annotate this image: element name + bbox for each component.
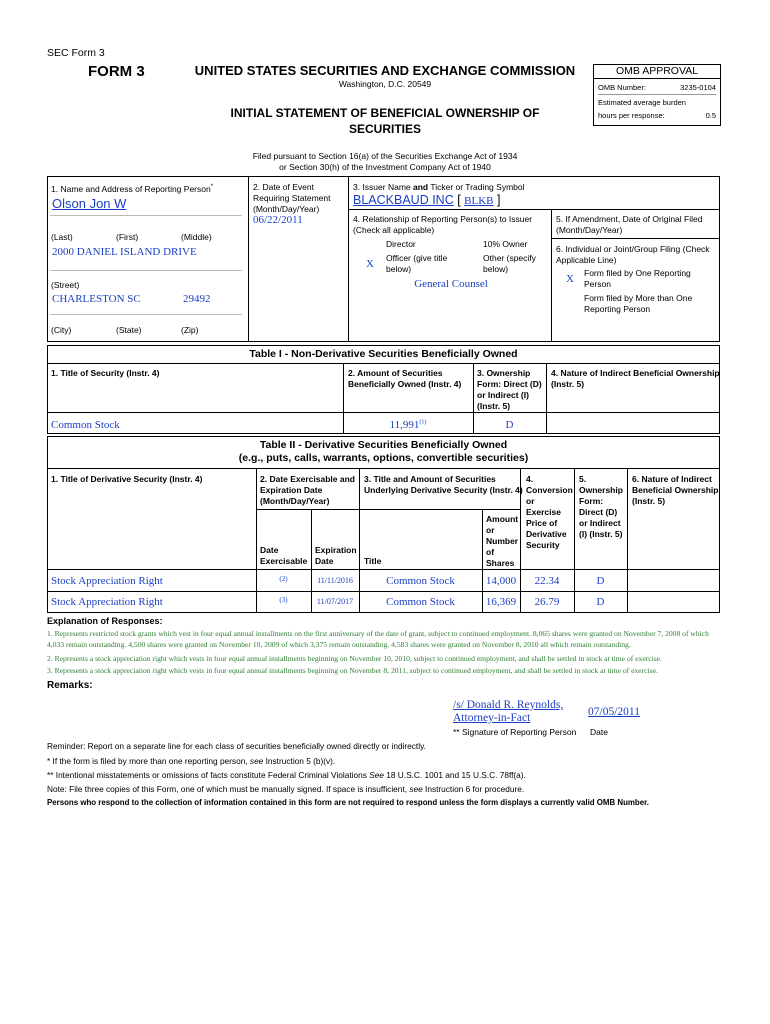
star-post: Instruction 5 (b)(v). bbox=[263, 756, 336, 766]
table2-col4-line7: Security bbox=[526, 540, 560, 550]
ten-pct-owner-label: 10% Owner bbox=[483, 239, 528, 249]
table2-row1-underlying: Common Stock bbox=[386, 575, 455, 587]
box3-label-post: Ticker or Trading Symbol bbox=[428, 182, 525, 192]
top-grid-div4 bbox=[551, 209, 552, 341]
box2-label-line1: 2. Date of Event bbox=[253, 182, 314, 192]
omb-approval-title: OMB APPROVAL bbox=[594, 65, 720, 79]
filed-pursuant bbox=[150, 151, 620, 173]
table2-col5-line4: Direct (D) bbox=[579, 507, 618, 517]
table2-col4-line6: Derivative bbox=[526, 529, 567, 539]
table2-title-line2: (e.g., puts, calls, warrants, options, convertible securities) bbox=[238, 452, 529, 464]
table2-col-div5 bbox=[627, 468, 628, 612]
star-see: see bbox=[249, 756, 264, 766]
omb-number-row bbox=[598, 83, 716, 95]
table2-col5-line5: or Indirect bbox=[579, 518, 621, 528]
first-label: (First) bbox=[116, 232, 139, 242]
one-person-label bbox=[584, 268, 691, 290]
one-person-checkmark: X bbox=[566, 273, 574, 285]
explanation-title: Explanation of Responses: bbox=[47, 616, 163, 626]
table2-row1-title: Stock Appreciation Right bbox=[51, 575, 163, 587]
last-label: (Last) bbox=[51, 232, 73, 242]
omb-approval-box bbox=[593, 64, 721, 126]
filed-pursuant-line1: Filed pursuant to Section 16(a) of the Securities Exchange Act of 1934 bbox=[252, 151, 518, 161]
table2-row2-shares: 16,369 bbox=[485, 596, 517, 608]
table1-col4-header bbox=[551, 368, 720, 390]
table1-col2-line2: Beneficially Owned (Instr. 4) bbox=[348, 379, 462, 389]
street-value: 2000 DANIEL ISLAND DRIVE bbox=[52, 246, 197, 258]
box3-label bbox=[353, 182, 525, 193]
dstar-pre: ** Intentional misstatements or omissions of facts constitute Federal Criminal Violations bbox=[47, 770, 370, 780]
note-pre: Note: File three copies of this Form, one of which must be manually signed. If space is insufficient, bbox=[47, 784, 410, 794]
table2-col3-line1: 3. Title and Amount of Securities bbox=[364, 474, 496, 484]
table2-sub-expiration bbox=[315, 545, 357, 567]
table2-col2-line1: 2. Date Exercisable and bbox=[260, 474, 355, 484]
table1-row-amount bbox=[343, 419, 473, 431]
box4-label-line2: (Check all applicable) bbox=[353, 225, 435, 235]
table2-row2-exercisable: (3) bbox=[279, 596, 288, 604]
sec-form-label: SEC Form 3 bbox=[47, 47, 105, 59]
table2-col2-header bbox=[260, 474, 355, 507]
top-grid-div1 bbox=[248, 176, 249, 341]
statement-title bbox=[180, 105, 590, 137]
director-label: Director bbox=[386, 239, 416, 249]
table2-subheader-rule bbox=[256, 509, 520, 510]
top-grid-left bbox=[47, 176, 48, 341]
footnote-3: 3. Represents a stock appreciation right which vests in four equal annual installments beginning on November 8, 2011, subject to continued employment, and shall be settled in stock at time of exercise. bbox=[47, 666, 658, 675]
table2-header-rule bbox=[47, 569, 720, 570]
table2-row1-shares: 14,000 bbox=[485, 575, 517, 587]
table1-row-amount-footnote: (1) bbox=[419, 419, 427, 426]
table1-header-rule bbox=[47, 412, 720, 413]
box3-label-pre: 3. Issuer Name bbox=[353, 182, 413, 192]
officer-label bbox=[386, 253, 447, 275]
table1-row-amount-value: 11,991 bbox=[389, 419, 420, 431]
street-underline bbox=[50, 270, 242, 271]
box6-label-line1: 6. Individual or Joint/Group Filing (Check bbox=[556, 244, 710, 254]
event-date: 06/22/2011 bbox=[253, 214, 303, 226]
table1-title: Table I - Non-Derivative Securities Beneficially Owned bbox=[249, 348, 518, 360]
table2-sub-amt-line4: of bbox=[486, 547, 495, 557]
officer-title: General Counsel bbox=[414, 278, 488, 290]
top-grid-line bbox=[47, 176, 720, 177]
table2-row2-underlying: Common Stock bbox=[386, 596, 455, 608]
table2-row2-price: 26.79 bbox=[534, 596, 560, 608]
table2-row2-form: D bbox=[596, 596, 605, 608]
table2-sub-date bbox=[260, 545, 307, 567]
table2-sub-amt-line3: Number bbox=[486, 536, 519, 546]
ticker-open: [ bbox=[453, 193, 465, 207]
table1-col3-line2: Form: Direct (D) bbox=[477, 379, 542, 389]
name-underline bbox=[50, 215, 242, 216]
box1-label bbox=[51, 182, 213, 195]
table2-row1-expiration: 11/11/2016 bbox=[317, 576, 353, 585]
table2-col5-line6: (I) (Instr. 5) bbox=[579, 529, 623, 539]
note-see: see bbox=[409, 784, 423, 794]
table2-col4-line1: 4. bbox=[526, 474, 534, 484]
omb-number-label: OMB Number: bbox=[598, 83, 646, 92]
more-person-line2: Reporting Person bbox=[584, 304, 651, 314]
commission-title: UNITED STATES SECURITIES AND EXCHANGE COMMISSION bbox=[194, 63, 576, 78]
table2-sub-exp-line1: Expiration bbox=[315, 545, 357, 555]
date-label: Date bbox=[590, 727, 608, 737]
other-label-line1: Other (specify bbox=[483, 253, 536, 263]
street-label: (Street) bbox=[51, 280, 80, 290]
table2-col-div1 bbox=[256, 468, 257, 612]
box5-label bbox=[556, 214, 702, 236]
table2-col4-line4: Exercise bbox=[526, 507, 561, 517]
table2-col2-line3: (Month/Day/Year) bbox=[260, 496, 330, 506]
city-value: CHARLESTON SC bbox=[52, 293, 141, 305]
table2-col6-line1: 6. Nature of Indirect bbox=[632, 474, 712, 484]
table1-col3-line1: 3. Ownership bbox=[477, 368, 531, 378]
table1-col2-line1: 2. Amount of Securities bbox=[348, 368, 443, 378]
table2-col4-line2: Conversion bbox=[526, 485, 573, 495]
omb-hours-row bbox=[598, 108, 716, 121]
table1-col4-line2: (Instr. 5) bbox=[551, 379, 585, 389]
table2-col1-header: 1. Title of Derivative Security (Instr. 4) bbox=[51, 474, 203, 484]
box1-label-text: 1. Name and Address of Reporting Person bbox=[51, 183, 211, 194]
box4-label bbox=[353, 214, 532, 236]
table1-col3-line4: (Instr. 5) bbox=[477, 401, 511, 411]
table2-sub-title: Title bbox=[364, 556, 382, 566]
table1-col3-line3: or Indirect (I) bbox=[477, 390, 529, 400]
top-grid-div3 bbox=[348, 209, 720, 210]
table2-col5-header bbox=[579, 474, 623, 540]
zip-value: 29492 bbox=[183, 293, 211, 305]
form-title: FORM 3 bbox=[88, 63, 145, 80]
officer-checkmark: X bbox=[366, 258, 374, 270]
table1-row-title: Common Stock bbox=[51, 419, 120, 431]
table2-col3-line2: Underlying Derivative Security (Instr. 4) bbox=[364, 485, 523, 495]
state-label: (State) bbox=[116, 325, 142, 335]
city-underline bbox=[50, 314, 242, 315]
table2-row2-title: Stock Appreciation Right bbox=[51, 596, 163, 608]
middle-label: (Middle) bbox=[181, 232, 212, 242]
statement-title-line2: SECURITIES bbox=[348, 122, 421, 136]
table1-col4-line1: 4. Nature of Indirect Beneficial Ownership bbox=[551, 368, 720, 378]
remarks-title: Remarks: bbox=[47, 680, 93, 691]
table2-row2-expiration: 11/07/2017 bbox=[316, 597, 354, 606]
table1-row-form: D bbox=[505, 419, 514, 431]
table2-col5-line1: 5. bbox=[579, 474, 587, 484]
table1-title-rule bbox=[47, 363, 720, 364]
table2-col4-line3: or bbox=[526, 496, 535, 506]
reporting-person-name[interactable]: Olson Jon W bbox=[52, 196, 127, 211]
table2-title-rule bbox=[47, 468, 720, 469]
table2-col5-line2: Ownership bbox=[579, 485, 623, 495]
omb-burden-label: Estimated average burden bbox=[598, 98, 686, 107]
officer-label-line1: Officer (give title bbox=[386, 253, 448, 263]
box2-label-line2: Requiring Statement bbox=[253, 193, 331, 203]
star-pre: * If the form is filed by more than one reporting person, bbox=[47, 756, 250, 766]
table2-col4-line5: Price of bbox=[526, 518, 558, 528]
box5-label-line1: 5. If Amendment, Date of Original Filed bbox=[556, 214, 703, 224]
table2-row-rule bbox=[47, 591, 720, 592]
filed-pursuant-line2: or Section 30(h) of the Investment Company Act of 1940 bbox=[279, 162, 491, 172]
other-label-line2: below) bbox=[483, 264, 509, 274]
ticker-symbol[interactable]: BLKB bbox=[464, 195, 494, 207]
table2-sub-amount bbox=[486, 514, 518, 569]
more-person-label bbox=[584, 293, 692, 315]
issuer-name[interactable]: BLACKBAUD INC bbox=[353, 193, 454, 207]
table2-title-line1: Table II - Derivative Securities Beneficially Owned bbox=[259, 439, 508, 451]
table2-col-div2 bbox=[359, 468, 360, 612]
table2-col-div4 bbox=[574, 468, 575, 612]
table1-col3-header bbox=[477, 368, 542, 412]
table2-row1-price: 22.34 bbox=[534, 575, 560, 587]
table2-sub-amt-line1: Amount bbox=[486, 514, 519, 524]
note-double-star bbox=[47, 770, 526, 780]
zip-label: (Zip) bbox=[181, 325, 199, 335]
table2-sub-date-line1: Date bbox=[260, 545, 279, 555]
table2-sub-amt-line2: or bbox=[486, 525, 495, 535]
note-single-star bbox=[47, 756, 335, 766]
table2-col6-header bbox=[632, 474, 718, 507]
ticker-close: ] bbox=[493, 193, 501, 207]
table2-col3-header bbox=[364, 474, 523, 496]
signature-line1: /s/ Donald R. Reynolds, bbox=[453, 699, 564, 711]
more-person-line1: Form filed by More than One bbox=[584, 293, 693, 303]
note-copies bbox=[47, 784, 524, 794]
table2-col2-line2: Expiration Date bbox=[260, 485, 323, 495]
box6-label bbox=[556, 244, 710, 266]
table2-col6-line3: (Instr. 5) bbox=[632, 496, 666, 506]
other-label bbox=[483, 253, 536, 275]
table2-col6-line2: Beneficial Ownership bbox=[632, 485, 719, 495]
box5-label-line2: (Month/Day/Year) bbox=[556, 225, 623, 235]
omb-hours: 0.5 bbox=[705, 111, 716, 120]
note-post: Instruction 6 for procedure. bbox=[422, 784, 525, 794]
top-grid-div2 bbox=[348, 176, 349, 341]
top-grid-div5 bbox=[551, 238, 720, 239]
box1-label-mark: * bbox=[210, 184, 214, 190]
table1-col2-header bbox=[348, 368, 461, 390]
persons-notice: Persons who respond to the collection of information contained in this form are not required to respond unless the form displays a currently valid OMB Number. bbox=[47, 798, 649, 807]
reminder: Reminder: Report on a separate line for each class of securities beneficially owned directly or indirectly. bbox=[47, 741, 426, 751]
table2-sub-amt-line5: Shares bbox=[486, 558, 515, 568]
omb-hours-label: hours per response: bbox=[598, 111, 665, 120]
omb-number: 3235-0104 bbox=[680, 83, 716, 92]
commission-city: Washington, D.C. 20549 bbox=[338, 79, 432, 89]
one-person-line2: Person bbox=[584, 279, 611, 289]
omb-details bbox=[594, 79, 720, 121]
top-grid-right bbox=[719, 176, 720, 341]
table2-title bbox=[47, 439, 720, 465]
table2-sub-date-line2: Exercisable bbox=[260, 556, 308, 566]
box6-label-line2: Applicable Line) bbox=[556, 255, 617, 265]
issuer-line bbox=[353, 193, 500, 207]
box2-label-line3: (Month/Day/Year) bbox=[253, 204, 320, 214]
signature-date: 07/05/2011 bbox=[588, 706, 640, 718]
signature-label: ** Signature of Reporting Person bbox=[453, 727, 577, 737]
statement-title-line1: INITIAL STATEMENT OF BENEFICIAL OWNERSHIP OF bbox=[230, 106, 540, 120]
table1-col1-header: 1. Title of Security (Instr. 4) bbox=[51, 368, 160, 378]
signature-line2: Attorney-in-Fact bbox=[453, 712, 531, 724]
table2-col4-header bbox=[526, 474, 573, 551]
box2-label bbox=[253, 182, 331, 215]
one-person-line1: Form filed by One Reporting bbox=[584, 268, 691, 278]
signature bbox=[453, 699, 563, 725]
table2-sub-exp-line2: Date bbox=[315, 556, 334, 566]
officer-label-line2: below) bbox=[386, 264, 412, 274]
footnote-2: 2. Represents a stock appreciation right which vests in four equal annual installments beginning on November 10, 2010, subject to continued employment, and shall be settled in stock at time of exercise. bbox=[47, 654, 662, 663]
table2-col5-line3: Form: bbox=[579, 496, 604, 506]
dstar-see: See bbox=[369, 770, 384, 780]
footnote-1: 1. Represents restricted stock grants which vest in four equal annual installments on the first anniversary of the date of grant, subject to continued employment. 8,065 shares were granted on November 7, 2008 of which 4,033 remain outstanding. 4,500 shares were granted on November 10, 2009 of which 3,375 remain outstanding. 4,583 shares were granted on November 8, 2010 all which remain outstanding. bbox=[47, 629, 709, 649]
table1-col-div3 bbox=[546, 363, 547, 433]
box4-label-line1: 4. Relationship of Reporting Person(s) to Issuer bbox=[353, 214, 533, 224]
box3-label-and: and bbox=[413, 182, 429, 192]
table2-row1-form: D bbox=[596, 575, 605, 587]
dstar-post: 18 U.S.C. 1001 and 15 U.S.C. 78ff(a). bbox=[383, 770, 526, 780]
city-label: (City) bbox=[51, 325, 72, 335]
table2-row1-exercisable: (2) bbox=[279, 575, 288, 583]
top-grid-bottom bbox=[47, 341, 720, 342]
